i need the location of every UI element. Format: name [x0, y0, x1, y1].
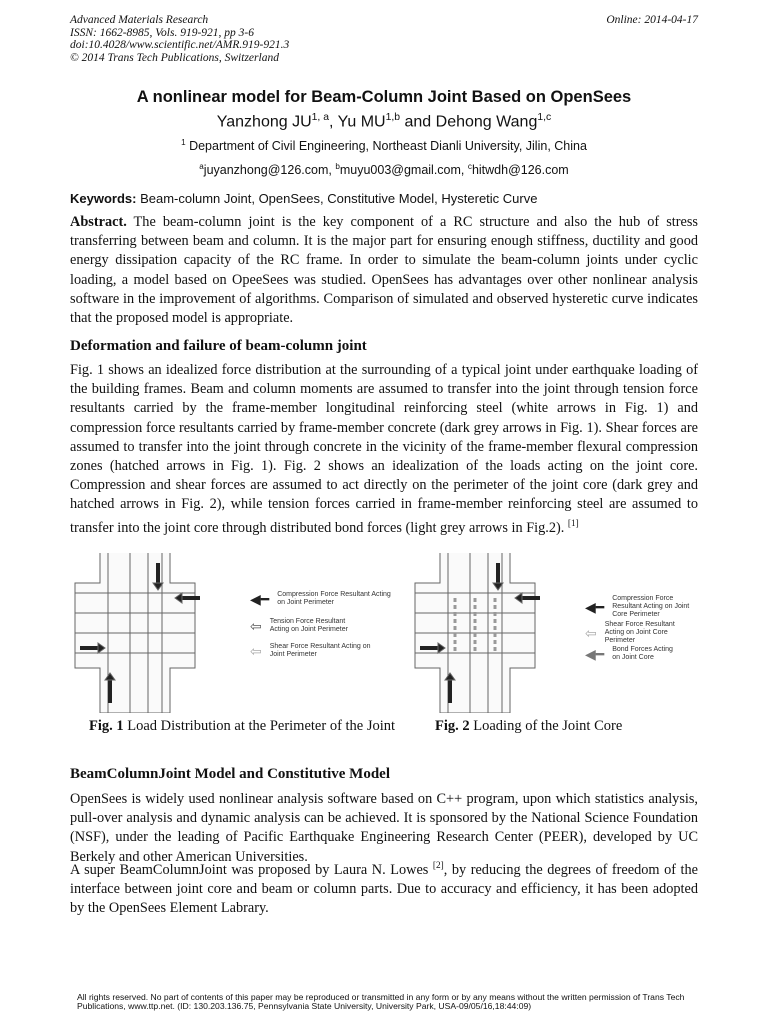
keywords-label: Keywords:: [70, 191, 137, 206]
journal-name: Advanced Materials Research: [70, 14, 209, 26]
author-name: Dehong Wang: [435, 113, 538, 131]
separator: and: [400, 113, 436, 131]
legend-text: Shear Force Resultant Acting on Joint Perimeter: [269, 643, 371, 658]
legend-text: Compression Force Resultant Acting on Joint Core Perimeter: [612, 595, 690, 618]
section2-paragraph: [70, 857, 698, 918]
paragraph-text: , by reducing the degrees of freedom of the interface between joint core and beam or column parts. Due to accuracy and efficiency, it has been adopted by the OpenSees Element Labrary.: [70, 861, 698, 917]
legend-text: Compression Force Resultant Acting on Joint Perimeter: [277, 591, 391, 606]
abstract-label: Abstract.: [70, 214, 127, 230]
fig2-caption: [435, 718, 622, 735]
figures: [70, 553, 698, 713]
email-sup: c: [467, 162, 472, 171]
separator: ,: [328, 163, 336, 178]
citation: [1]: [567, 518, 579, 529]
abstract: [70, 213, 698, 328]
online-date: Online: 2014-04-17: [606, 14, 698, 26]
section2-paragraph: OpenSees is widely used nonlinear analysis software based on C++ program, upon which statistics analysis, pull-over analysis and dynamic analysis can be achieved. It is sponsored by the National Science Foundation (NSF), under the leading of Pacific Earthquake Engineering Research Center (PEER), developed by UC Berkely and other American Universities.: [70, 791, 698, 865]
legend-item: [250, 643, 380, 659]
abstract-text: The beam-column joint is the key component of a RC structure and also the hub of stress transferring between beam and column. It is the major part for ensuring enough stiffness, ductility and good energy dissipation capacity of the RC frame. In order to simulate the beam-column joints under cyclic loading, a model based on OpeeSees was studied. OpenSees has advantages over other nonlinear analysis software in the improvement of algorithms. Comparison of simulated and observed hysteretic curve indicates that the proposed model is appropriate.: [70, 214, 698, 327]
separator: ,: [460, 163, 468, 178]
fig2-diagram: [415, 553, 540, 713]
author-name: Yu MU: [337, 113, 386, 131]
paragraph-text: A super BeamColumnJoint was proposed by Laura N. Lowes: [70, 861, 433, 878]
copyright: © 2014 Trans Tech Publications, Switzerland: [70, 51, 279, 64]
caption-text: Loading of the Joint Core: [469, 718, 623, 734]
shear-arrow-icon: ⇦: [585, 625, 597, 641]
doi: doi:10.4028/www.scientific.net/AMR.919-921.3: [70, 39, 290, 51]
paragraph-text: Fig. 1 shows an idealized force distribution at the surrounding of a typical joint under earthquake loading of the building frames. Beam and column moments are assumed to transfer into the joint through tension force resultants carried by the frame-member longitudinal reinforcing steel (white arrows in Fig. 1) and compression force resultants carried by frame-member concrete (dark grey arrows in Fig. 1). Shear forces are assumed to transfer into the joint through concrete in the vicinity of the frame-member flexural compression zones (hatched arrows in Fig. 1). Fig. 2 shows an idealization of the loads acting on the joint core. Compression and shear forces are assumed to act directly on the perimeter of the joint core (dark grey and hatched arrows in Fig. 2), while tension forces carried in frame-member reinforcing steel are assumed to transfer into the joint core through distributed bond forces (light grey arrows in Fig.2).: [70, 362, 698, 536]
legend-item: [250, 591, 397, 607]
author-sup: 1,b: [385, 112, 401, 123]
emails: [0, 162, 768, 177]
fig1-diagram: [75, 553, 200, 713]
email: juyanzhong@126.com: [203, 163, 329, 178]
legend-text: Bond Forces Acting on Joint Core: [612, 646, 673, 661]
section-heading: Deformation and failure of beam-column joint: [70, 338, 367, 354]
aff-text: Department of Civil Engineering, Northeast Dianli University, Jilin, China: [185, 139, 587, 154]
authors: [0, 112, 768, 131]
email: hitwdh@126.com: [471, 163, 569, 178]
fig1-caption: [89, 718, 395, 735]
paper-title: A nonlinear model for Beam-Column Joint Based on OpenSees: [136, 88, 632, 106]
citation: [2]: [432, 861, 444, 871]
separator: ,: [328, 113, 338, 131]
affiliation: [0, 138, 768, 153]
email-sup: a: [199, 162, 204, 171]
section-heading: BeamColumnJoint Model and Constitutive Model: [70, 766, 391, 782]
email: muyu003@gmail.com: [339, 163, 461, 178]
caption-label: Fig. 2: [435, 718, 470, 734]
shear-arrow-icon: ⇦: [250, 643, 262, 659]
dark-arrow-icon: ◀━: [585, 599, 605, 615]
footer-notice: All rights reserved. No part of contents of this paper may be reproduced or transmitted in any form or by any means without the written permission of Trans Tech Publications, www.ttp.net. (ID: 130.203.136.75, Pennsylvania State University, University Park, USA-09/05/16,18:44:09): [77, 992, 685, 1011]
keywords-text: Beam-column Joint, OpenSees, Constitutive Model, Hysteretic Curve: [136, 191, 538, 206]
caption-label: Fig. 1: [89, 718, 124, 734]
dark-arrow-icon: ◀━: [250, 591, 270, 607]
journal-header: [70, 14, 289, 64]
aff-sup: 1: [181, 138, 186, 147]
white-arrow-icon: ⇦: [250, 618, 262, 634]
legend-item: [585, 621, 690, 645]
legend-item: [585, 595, 697, 619]
legend-item: [250, 618, 360, 634]
legend-text: Shear Force Resultant Acting on Joint Core Perimeter: [604, 621, 675, 644]
caption-text: Load Distribution at the Perimeter of the Joint: [123, 718, 396, 734]
section1-paragraph: [70, 361, 698, 538]
issn: ISSN: 1662-8985, Vols. 919-921, pp 3-6: [70, 26, 254, 39]
author-sup: 1,c: [537, 112, 552, 123]
legend-item: [585, 646, 682, 662]
keywords: [70, 191, 537, 206]
author-name: Yanzhong JU: [216, 113, 312, 131]
author-sup: 1, a: [311, 112, 329, 123]
email-sup: b: [335, 162, 340, 171]
bond-arrow-icon: ◀━: [585, 646, 605, 662]
legend-text: Tension Force Resultant Acting on Joint Perimeter: [269, 618, 348, 633]
